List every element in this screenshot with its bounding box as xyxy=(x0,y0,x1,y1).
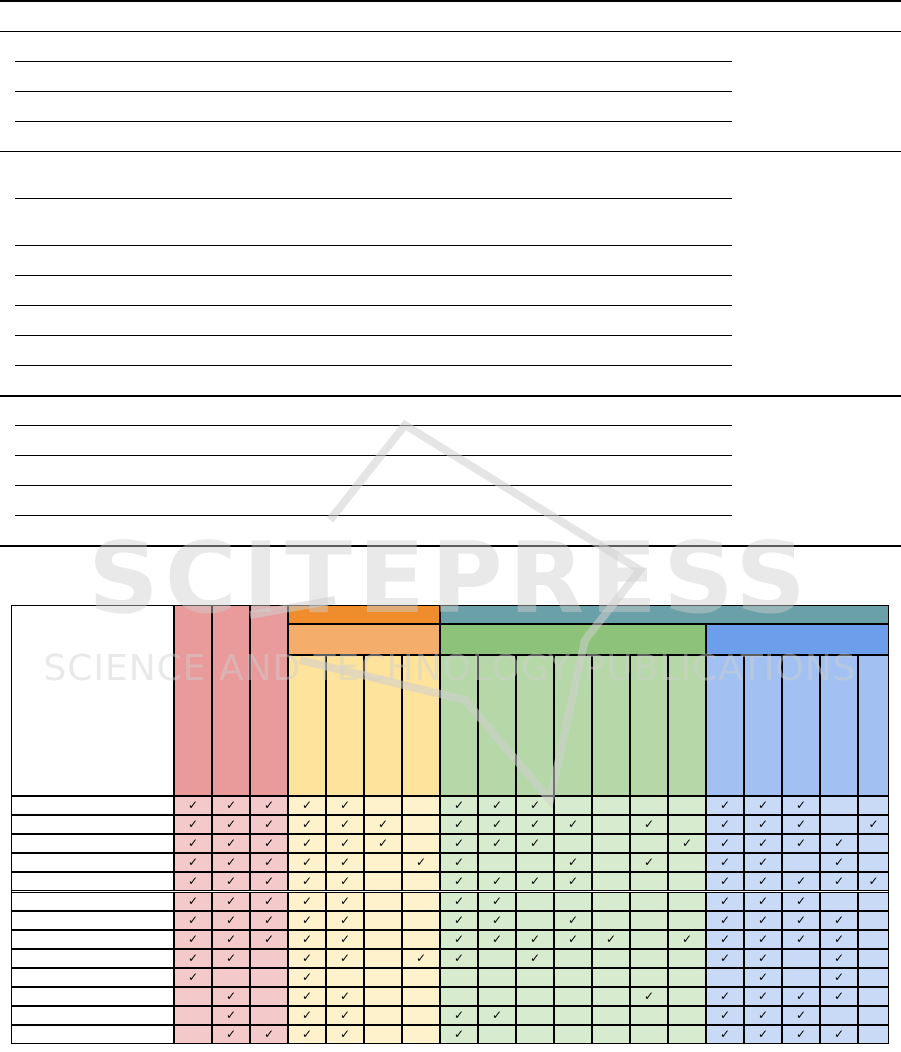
matrix-cell xyxy=(858,930,889,949)
matrix-cell xyxy=(174,987,212,1006)
row-label-cell xyxy=(11,1006,174,1025)
matrix-cell xyxy=(668,815,706,834)
matrix-cell xyxy=(820,796,858,815)
matrix-cell xyxy=(516,911,554,930)
matrix-cell xyxy=(402,796,440,815)
matrix-cell xyxy=(858,796,889,815)
matrix-cell xyxy=(402,892,440,911)
checkmark-icon: ✓ xyxy=(453,1027,465,1042)
checkmark-icon: ✓ xyxy=(263,1027,275,1042)
group-header-teal xyxy=(440,605,889,624)
checkmark-icon: ✓ xyxy=(263,893,275,908)
checkmark-icon: ✓ xyxy=(567,817,579,832)
matrix-cell xyxy=(364,892,402,911)
row-label-cell xyxy=(11,968,174,987)
matrix-cell xyxy=(858,949,889,968)
checkmark-icon: ✓ xyxy=(453,1008,465,1023)
row-label-cell xyxy=(11,815,174,834)
matrix-cell xyxy=(592,987,630,1006)
checkmark-icon: ✓ xyxy=(833,931,845,946)
checkmark-icon: ✓ xyxy=(795,798,807,812)
matrix-cell xyxy=(402,834,440,853)
matrix-cell xyxy=(630,911,668,930)
checkmark-icon: ✓ xyxy=(719,798,731,812)
row-label-cell xyxy=(11,911,174,930)
checkmark-icon: ✓ xyxy=(225,798,237,812)
checkmark-icon: ✓ xyxy=(301,912,313,927)
matrix-cell xyxy=(592,968,630,987)
matrix-cell xyxy=(554,796,592,815)
row-label-cell xyxy=(11,949,174,968)
matrix-cell xyxy=(782,968,820,987)
checkmark-icon: ✓ xyxy=(795,989,807,1003)
matrix-cell xyxy=(630,872,668,891)
matrix-cell xyxy=(402,911,440,930)
checkmark-icon: ✓ xyxy=(719,817,731,832)
checkmark-icon: ✓ xyxy=(339,798,351,812)
matrix-cell xyxy=(630,930,668,949)
header-col-green xyxy=(478,655,516,796)
matrix-cell xyxy=(630,949,668,968)
matrix-cell xyxy=(440,987,478,1006)
checkmark-icon: ✓ xyxy=(491,836,503,851)
row-label-cell xyxy=(11,930,174,949)
checkmark-icon: ✓ xyxy=(795,912,807,927)
matrix-cell xyxy=(402,987,440,1006)
row-label-cell xyxy=(11,796,174,815)
checkmark-icon: ✓ xyxy=(339,912,351,927)
checkmark-icon: ✓ xyxy=(301,950,313,965)
matrix-cell xyxy=(668,853,706,872)
checkmark-icon: ✓ xyxy=(833,989,845,1003)
header-col-green xyxy=(516,655,554,796)
matrix-cell xyxy=(364,1025,402,1044)
checkmark-icon: ✓ xyxy=(757,874,769,889)
checkmark-icon: ✓ xyxy=(719,931,731,946)
matrix-cell xyxy=(858,987,889,1006)
checkmark-icon: ✓ xyxy=(377,836,389,851)
matrix-cell xyxy=(364,853,402,872)
matrix-cell xyxy=(858,892,889,911)
header-col-green xyxy=(592,655,630,796)
matrix-cell xyxy=(554,949,592,968)
checkmark-icon: ✓ xyxy=(187,931,199,946)
checkmark-icon: ✓ xyxy=(301,1008,313,1023)
checkmark-icon: ✓ xyxy=(491,817,503,832)
matrix-cell xyxy=(402,968,440,987)
matrix-cell xyxy=(858,853,889,872)
checkmark-icon: ✓ xyxy=(757,950,769,965)
matrix-cell xyxy=(782,853,820,872)
checkmark-icon: ✓ xyxy=(719,874,731,889)
checkmark-icon: ✓ xyxy=(757,969,769,984)
checkmark-icon: ✓ xyxy=(453,817,465,832)
matrix-cell xyxy=(440,968,478,987)
checkmark-icon: ✓ xyxy=(453,855,465,870)
checkmark-icon: ✓ xyxy=(795,931,807,946)
checkmark-icon: ✓ xyxy=(757,798,769,812)
matrix-cell xyxy=(554,987,592,1006)
checkmark-icon: ✓ xyxy=(757,1027,769,1042)
checkmark-icon: ✓ xyxy=(491,798,503,812)
checkmark-icon: ✓ xyxy=(453,912,465,927)
matrix-cell xyxy=(858,911,889,930)
checkmark-icon: ✓ xyxy=(339,989,351,1003)
checkmark-icon: ✓ xyxy=(301,1027,313,1042)
matrix-cell xyxy=(592,796,630,815)
matrix-cell xyxy=(858,1006,889,1025)
checkmark-icon: ✓ xyxy=(187,912,199,927)
checkmark-icon: ✓ xyxy=(377,817,389,832)
subgroup-header-blue xyxy=(706,624,889,655)
header-col-green xyxy=(554,655,592,796)
header-col-blue xyxy=(744,655,782,796)
matrix-cell xyxy=(592,1006,630,1025)
checkmark-icon: ✓ xyxy=(757,931,769,946)
matrix-cell xyxy=(592,834,630,853)
matrix-cell xyxy=(668,987,706,1006)
header-col-yellow xyxy=(288,655,326,796)
matrix-cell xyxy=(478,1025,516,1044)
matrix-cell xyxy=(668,968,706,987)
checkmark-icon: ✓ xyxy=(339,1008,351,1023)
checkmark-icon: ✓ xyxy=(491,893,503,908)
header-col-green xyxy=(630,655,668,796)
checkmark-icon: ✓ xyxy=(301,931,313,946)
header-col-yellow xyxy=(364,655,402,796)
matrix-cell xyxy=(592,853,630,872)
checkmark-icon: ✓ xyxy=(605,931,617,946)
checkmark-icon: ✓ xyxy=(529,798,541,812)
matrix-cell xyxy=(478,949,516,968)
checkmark-icon: ✓ xyxy=(757,989,769,1003)
checkmark-icon: ✓ xyxy=(795,893,807,908)
matrix-cell xyxy=(592,872,630,891)
matrix-cell xyxy=(554,1025,592,1044)
row-label-cell xyxy=(11,834,174,853)
matrix-cell xyxy=(174,1006,212,1025)
checkmark-icon: ✓ xyxy=(833,912,845,927)
checkmark-icon: ✓ xyxy=(719,912,731,927)
row-label-cell xyxy=(11,1025,174,1044)
checkmark-icon: ✓ xyxy=(301,969,313,984)
matrix-cell xyxy=(516,892,554,911)
header-col-red xyxy=(250,605,288,796)
checkmark-icon: ✓ xyxy=(453,874,465,889)
checkmark-icon: ✓ xyxy=(491,931,503,946)
checkmark-icon: ✓ xyxy=(263,912,275,927)
checkmark-icon: ✓ xyxy=(187,836,199,851)
checkmark-icon: ✓ xyxy=(795,1027,807,1042)
row-label-cell xyxy=(11,853,174,872)
checkmark-icon: ✓ xyxy=(529,817,541,832)
matrix-cell xyxy=(516,853,554,872)
checkmark-icon: ✓ xyxy=(301,836,313,851)
matrix-cell xyxy=(668,796,706,815)
checkmark-icon: ✓ xyxy=(339,874,351,889)
matrix-cell xyxy=(630,968,668,987)
matrix-cell xyxy=(516,1025,554,1044)
checkmark-icon: ✓ xyxy=(795,1008,807,1023)
checkmark-icon: ✓ xyxy=(225,989,237,1003)
checkmark-icon: ✓ xyxy=(567,931,579,946)
checkmark-icon: ✓ xyxy=(187,950,199,965)
checkmark-icon: ✓ xyxy=(453,798,465,812)
checkmark-icon: ✓ xyxy=(795,874,807,889)
checkmark-icon: ✓ xyxy=(415,855,427,870)
checkmark-icon: ✓ xyxy=(225,817,237,832)
header-col-red xyxy=(174,605,212,796)
matrix-cell xyxy=(554,968,592,987)
checkmark-icon: ✓ xyxy=(529,950,541,965)
checkmark-icon: ✓ xyxy=(567,855,579,870)
checkmark-icon: ✓ xyxy=(868,817,879,832)
checkmark-icon: ✓ xyxy=(339,950,351,965)
checkmark-icon: ✓ xyxy=(225,931,237,946)
checkmark-icon: ✓ xyxy=(529,874,541,889)
checkmark-icon: ✓ xyxy=(339,931,351,946)
checkmark-icon: ✓ xyxy=(529,836,541,851)
matrix-cell xyxy=(820,1006,858,1025)
matrix-cell xyxy=(250,949,288,968)
matrix-cell xyxy=(820,815,858,834)
subgroup-header-orange xyxy=(288,624,440,655)
checkmark-icon: ✓ xyxy=(757,1008,769,1023)
matrix-cell xyxy=(668,1025,706,1044)
checkmark-icon: ✓ xyxy=(225,893,237,908)
row-label-cell xyxy=(11,892,174,911)
matrix-cell xyxy=(250,1006,288,1025)
checkmark-icon: ✓ xyxy=(833,950,845,965)
checkmark-icon: ✓ xyxy=(719,1027,731,1042)
matrix-cell xyxy=(250,968,288,987)
matrix-cell xyxy=(402,815,440,834)
matrix-cell xyxy=(364,930,402,949)
checkmark-icon: ✓ xyxy=(187,874,199,889)
matrix-cell xyxy=(592,892,630,911)
matrix-cell xyxy=(516,1006,554,1025)
checkmark-icon: ✓ xyxy=(795,836,807,851)
matrix-cell xyxy=(364,911,402,930)
matrix-cell xyxy=(630,796,668,815)
checkmark-icon: ✓ xyxy=(339,817,351,832)
checkmark-icon: ✓ xyxy=(339,893,351,908)
matrix-cell xyxy=(364,796,402,815)
checkmark-icon: ✓ xyxy=(187,817,199,832)
checkmark-icon: ✓ xyxy=(719,1008,731,1023)
header-col-yellow xyxy=(326,655,364,796)
matrix-cell xyxy=(478,853,516,872)
checkmark-icon: ✓ xyxy=(339,1027,351,1042)
group-header-orange xyxy=(288,605,440,624)
checkmark-icon: ✓ xyxy=(833,1027,845,1042)
matrix-cell xyxy=(592,911,630,930)
checkmark-icon: ✓ xyxy=(757,836,769,851)
checkmark-icon: ✓ xyxy=(301,817,313,832)
matrix-cell xyxy=(668,1006,706,1025)
checkmark-icon: ✓ xyxy=(868,874,879,889)
checkmark-icon: ✓ xyxy=(833,874,845,889)
checkmark-icon: ✓ xyxy=(643,817,655,832)
checkmark-icon: ✓ xyxy=(453,836,465,851)
checkmark-icon: ✓ xyxy=(491,874,503,889)
matrix-cell xyxy=(402,1006,440,1025)
checkmark-icon: ✓ xyxy=(301,874,313,889)
checkmark-icon: ✓ xyxy=(453,931,465,946)
matrix-cell xyxy=(858,1025,889,1044)
matrix-cell xyxy=(364,968,402,987)
matrix-cell xyxy=(668,949,706,968)
checkmark-icon: ✓ xyxy=(529,931,541,946)
checkmark-icon: ✓ xyxy=(757,855,769,870)
checkmark-icon: ✓ xyxy=(301,798,313,812)
matrix-cell xyxy=(858,968,889,987)
header-col-yellow xyxy=(402,655,440,796)
matrix-cell xyxy=(326,968,364,987)
header-col-blue xyxy=(820,655,858,796)
checkmark-icon: ✓ xyxy=(225,874,237,889)
checkmark-icon: ✓ xyxy=(225,912,237,927)
checkmark-icon: ✓ xyxy=(263,836,275,851)
checkmark-icon: ✓ xyxy=(301,893,313,908)
checkmark-icon: ✓ xyxy=(263,798,275,812)
checkmark-icon: ✓ xyxy=(225,855,237,870)
row-label-cell xyxy=(11,987,174,1006)
header-col-red xyxy=(212,605,250,796)
matrix-cell xyxy=(364,949,402,968)
matrix-cell xyxy=(668,872,706,891)
checkmark-icon: ✓ xyxy=(681,931,693,946)
checkmark-icon: ✓ xyxy=(453,893,465,908)
checkmark-icon: ✓ xyxy=(225,1027,237,1042)
header-col-green xyxy=(440,655,478,796)
matrix-cell xyxy=(630,1025,668,1044)
checkmark-icon: ✓ xyxy=(301,989,313,1003)
checkmark-icon: ✓ xyxy=(491,1008,503,1023)
header-col-blue xyxy=(782,655,820,796)
header-col-blue xyxy=(706,655,744,796)
checkmark-icon: ✓ xyxy=(719,893,731,908)
matrix-cell xyxy=(858,834,889,853)
checkmark-icon: ✓ xyxy=(833,836,845,851)
matrix-cell xyxy=(364,872,402,891)
checkmark-icon: ✓ xyxy=(681,836,693,851)
matrix-cell xyxy=(402,872,440,891)
checkmark-icon: ✓ xyxy=(719,950,731,965)
checkmark-icon: ✓ xyxy=(339,836,351,851)
checkmark-icon: ✓ xyxy=(225,950,237,965)
checkmark-icon: ✓ xyxy=(339,855,351,870)
watermark-subtitle: SCIENCE AND TECHNOLOGY PUBLICATIONS xyxy=(43,648,857,689)
checkmark-icon: ✓ xyxy=(719,836,731,851)
checkmark-icon: ✓ xyxy=(225,1008,237,1023)
matrix-cell xyxy=(592,1025,630,1044)
matrix-cell xyxy=(402,1025,440,1044)
checkmark-icon: ✓ xyxy=(795,817,807,832)
checkmark-icon: ✓ xyxy=(263,855,275,870)
matrix-cell xyxy=(668,911,706,930)
checkmark-icon: ✓ xyxy=(187,969,199,984)
subgroup-header-green xyxy=(440,624,706,655)
header-col-blue xyxy=(858,655,889,796)
checkmark-icon: ✓ xyxy=(225,836,237,851)
matrix-cell xyxy=(364,987,402,1006)
checkmark-icon: ✓ xyxy=(643,989,655,1003)
checkmark-icon: ✓ xyxy=(757,893,769,908)
checkmark-icon: ✓ xyxy=(187,855,199,870)
checkmark-icon: ✓ xyxy=(491,912,503,927)
checkmark-icon: ✓ xyxy=(757,912,769,927)
matrix-cell xyxy=(554,834,592,853)
matrix-cell xyxy=(478,987,516,1006)
matrix-cell xyxy=(402,930,440,949)
matrix-cell xyxy=(630,892,668,911)
header-col-green xyxy=(668,655,706,796)
matrix-cell xyxy=(554,1006,592,1025)
watermark-title: SCITEPRESS xyxy=(88,522,812,636)
matrix-cell xyxy=(630,834,668,853)
matrix-cell xyxy=(630,1006,668,1025)
matrix-cell xyxy=(174,1025,212,1044)
matrix-cell xyxy=(782,949,820,968)
matrix-cell xyxy=(516,987,554,1006)
matrix-cell xyxy=(706,968,744,987)
matrix-cell xyxy=(668,892,706,911)
checkmark-icon: ✓ xyxy=(187,893,199,908)
checkmark-icon: ✓ xyxy=(263,817,275,832)
header-label-cell xyxy=(11,605,174,796)
checkmark-icon: ✓ xyxy=(833,969,845,984)
checkmark-icon: ✓ xyxy=(263,874,275,889)
checkmark-icon: ✓ xyxy=(757,817,769,832)
checkmark-icon: ✓ xyxy=(643,855,655,870)
checkmark-icon: ✓ xyxy=(567,874,579,889)
checkmark-icon: ✓ xyxy=(567,912,579,927)
checkmark-icon: ✓ xyxy=(415,950,427,965)
matrix-cell xyxy=(212,968,250,987)
checkmark-icon: ✓ xyxy=(301,855,313,870)
checkmark-icon: ✓ xyxy=(833,855,845,870)
matrix-cell xyxy=(820,892,858,911)
matrix-cell xyxy=(592,949,630,968)
matrix-cell xyxy=(554,892,592,911)
checkmark-icon: ✓ xyxy=(263,931,275,946)
checkmark-icon: ✓ xyxy=(719,989,731,1003)
matrix-cell xyxy=(364,1006,402,1025)
checkmark-icon: ✓ xyxy=(187,798,199,812)
row-label-cell xyxy=(11,872,174,891)
matrix-cell xyxy=(516,968,554,987)
matrix-cell xyxy=(592,815,630,834)
checkmark-icon: ✓ xyxy=(453,950,465,965)
matrix-cell xyxy=(250,987,288,1006)
checkmark-icon: ✓ xyxy=(719,855,731,870)
matrix-cell xyxy=(478,968,516,987)
